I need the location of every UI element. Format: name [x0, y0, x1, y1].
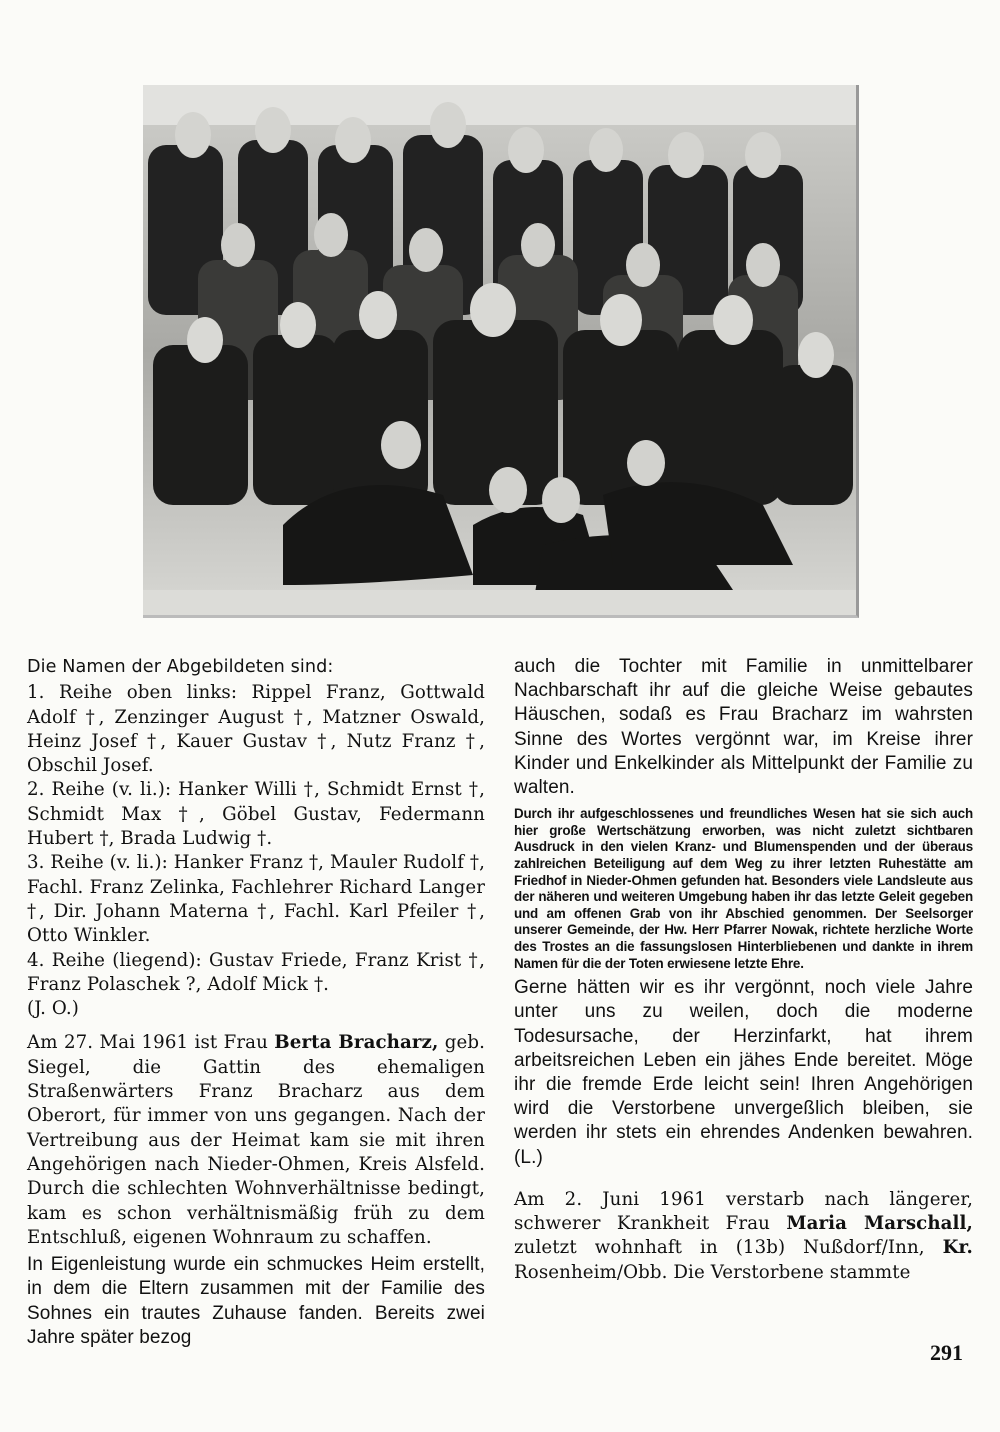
right-column	[514, 655, 973, 1285]
left-column	[27, 655, 485, 1350]
obituary-bracharz-closing: Gerne hätten wir es ihr vergönnt, noch viele Jahre unter uns zu weilen, doch die moderne Todesursache, der Herzinfarkt, hat ihrem arbeitsreichen Leben ein jähes Ende bereitet. Möge ihr die fremde Erde leicht sein! Ihren Angehörigen wird die Verstorbene unvergeßlich bleiben, sie werden ihr stets ein ehrendes Andenken bewahren. (L.)	[514, 977, 973, 1168]
caption-signature: (J. O.)	[27, 998, 79, 1020]
obituary-marschall	[514, 1188, 973, 1285]
obituary-marschall-intro: Am 2. Juni 1961 verstarb nach längerer, schwerer Krankheit Frau	[514, 1188, 973, 1235]
obituary-bracharz-family: auch die Tochter mit Familie in unmittelbarer Nachbarschaft ihr auf die gleiche Weise gebautes Häuschen, sodaß es Frau Bracharz im wahrsten Sinne des Wortes vergönnt war, im Kreise ihrer Kinder und Enkelkinder als Mittelpunkt der Familie zu walten.	[514, 656, 973, 799]
row-3-names: 3. Reihe (v. li.): Hanker Franz †, Mauler Rudolf †, Fachl. Franz Zelinka, Fachlehrer Richard Langer †, Dir. Johann Materna †, Fachl. Karl Pfeiler †, Otto Winkler.	[27, 852, 485, 947]
obituary-bracharz-text: geb. Siegel, die Gattin des ehemaligen Straßenwärters Franz Bracharz aus dem Oberort, für immer von uns gegangen. Nach der Vertreibung aus der Heimat kam sie mit ihren Angehörigen nach Nieder-Ohmen, Kreis Alsfeld. Durch die schlechten Wohnverhältnisse bedingt, kam es schon verhältnismäßig früh zu dem Entschluß, eigenen Wohnraum zu schaffen.	[27, 1032, 485, 1248]
obituary-bracharz	[27, 1031, 485, 1250]
obituary-bracharz-name: Berta Bracharz,	[274, 1032, 439, 1054]
names-heading: Die Namen der Abgebildeten sind:	[27, 657, 334, 677]
group-photo-icon	[143, 85, 856, 615]
obituary-bracharz-funeral: Durch ihr aufgeschlossenes und freundliches Wesen hat sie sich auch hier große Wertschätzung erworben, was nicht zuletzt sichtbaren Ausdruck in den vielen Kranz- und Blumenspenden und der überaus zahlreichen Beteiligung auf dem Weg zu ihrer letzten Ruhestätte am Friedhof in Nieder-Ohmen gefunden hat. Besonders viele Landsleute aus der näheren und weiteren Umgebung haben ihr das letzte Geleit gegeben und am offenen Grab von ihr Abschied genommen. Der Seelsorger unserer Gemeinde, der Hw. Herr Pfarrer Nowak, richtete herzliche Worte des Trostes an die fassungslosen Hinterbliebenen und dankte in ihrem Namen für die der Toten erwiesene letzte Ehre.	[514, 806, 973, 971]
row-4-names: 4. Reihe (liegend): Gustav Friede, Franz Krist †, Franz Polaschek ?, Adolf Mick †.	[27, 949, 485, 995]
obituary-bracharz-continued: In Eigenleistung wurde ein schmuckes Heim erstellt, in dem die Eltern zusammen mit der Familie des Sohnes ein trautes Zuhause fanden. Bereits zwei Jahre später bezog	[27, 1254, 485, 1348]
obituary-marschall-kreis: Kr.	[942, 1237, 973, 1259]
obituary-bracharz-intro: Am 27. Mai 1961 ist Frau	[27, 1032, 275, 1054]
obituary-marschall-text: Rosenheim/Obb. Die Verstorbene stammte	[514, 1261, 911, 1283]
obituary-marschall-name: Maria Marschall,	[786, 1213, 973, 1235]
page-number: 291	[930, 1340, 963, 1365]
row-2-names: 2. Reihe (v. li.): Hanker Willi †, Schmidt Ernst †, Schmidt Max †, Göbel Gustav, Federmann Hubert †, Brada Ludwig †.	[27, 779, 485, 850]
row-1-names: 1. Reihe oben links: Rippel Franz, Gottwald Adolf †, Zenzinger August †, Matzner Oswald, Heinz Josef †, Kauer Gustav †, Nutz Franz †, Obschil Josef.	[27, 682, 485, 777]
obituary-marschall-residence: zuletzt wohnhaft in (13b) Nußdorf/Inn,	[514, 1237, 943, 1259]
group-photo	[143, 85, 859, 618]
